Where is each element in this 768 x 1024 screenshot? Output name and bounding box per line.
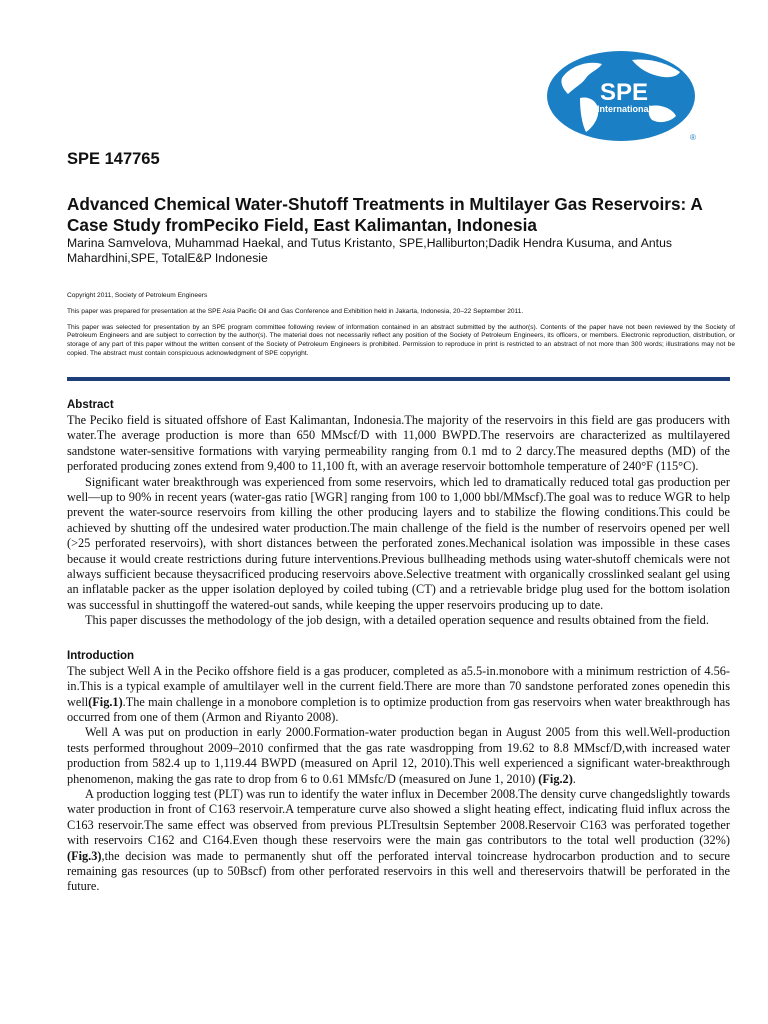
conference-line: This paper was prepared for presentation at the SPE Asia Pacific Oil and Gas Conference and Exhibition held in Jakarta, Indonesia, 20–22 September 2011. bbox=[67, 307, 524, 315]
intro-p3-text-b: ,the decision was made to permanently shut off the perforated interval toincrease hydrocarbon production and to secure remaining gas resources (up to 50Bscf) from other perforated reservoirs in this well and thereservoirs thatwill be perforated in the future. bbox=[67, 848, 730, 894]
intro-p2-text-b: . bbox=[572, 771, 576, 786]
introduction-paragraph-3 bbox=[67, 787, 730, 895]
paper-body bbox=[67, 398, 730, 895]
paper-title: Advanced Chemical Water-Shutoff Treatments in Multilayer Gas Reservoirs: A Case Study fromPeciko Field, East Kalimantan, Indonesia bbox=[67, 194, 703, 235]
figure-3-reference: (Fig.3) bbox=[67, 848, 102, 863]
introduction-section bbox=[67, 649, 730, 895]
section-gap bbox=[67, 629, 730, 649]
intro-p1-text-b: .The main challenge in a monobore completion is to optimize production from gas reservoirs when water breakthrough has occurred from one of them (Armon and Riyanto 2008). bbox=[67, 694, 730, 724]
abstract-heading: Abstract bbox=[67, 399, 114, 411]
intro-p3-text-a: A production logging test (PLT) was run to identify the water influx in December 2008.The density curve changedslightly towards water production in front of C163 reservoir.A temperature curve also showed a slight heating effect, indicating fluid influx across the C163 reservoir.The same effect was observed from previous PLTresultsin September 2008.Reservoir C163 was perforated together with reservoirs C162 and C164.Even though these reservoirs were the main gas contributors to the total well production (32%) bbox=[67, 786, 730, 848]
logo-international-text: International bbox=[596, 104, 652, 114]
introduction-paragraph-1 bbox=[67, 664, 730, 726]
logo-spe-text: SPE bbox=[599, 79, 649, 106]
introduction-paragraph-2 bbox=[67, 725, 730, 787]
registered-mark: ® bbox=[690, 133, 696, 142]
copyright-line: Copyright 2011, Society of Petroleum Engineers bbox=[67, 292, 208, 299]
disclaimer-paragraph: This paper was selected for presentation by an SPE program committee following review of information contained in an abstract submitted by the author(s). Contents of the paper have not been reviewed by the Society of Petroleum Engineers and are subject to correction by the author(s). The material does not necessarily reflect any position of the Society of Petroleum Engineers, its officers, or members. Electronic reproduction, distribution, or storage of any part of this paper without the written consent of the Society of Petroleum Engineers is prohibited. Permission to reproduce in print is restricted to an abstract of not more than 300 words; illustrations may not be copied. The abstract must contain conspicuous acknowledgment of SPE copyright. bbox=[67, 323, 735, 357]
paper-number: SPE 147765 bbox=[67, 150, 160, 168]
intro-p2-text-a: Well A was put on production in early 2000.Formation-water production began in August 2005 from this well.Well-production tests performed throughout 2009–2010 confirmed that the gas rate wasdropping from 19.62 to 8.8 MMscf/D,with increased water production from 582.4 up to 1,119.44 BWPD (measured on April 12, 2010).This well experienced a significant water-breakthrough phenomenon, making the gas rate to drop from 6 to 0.61 MMsfc/D (measured on June 1, 2010) bbox=[67, 725, 730, 786]
figure-2-reference: (Fig.2) bbox=[538, 771, 573, 786]
copyright-notice bbox=[67, 292, 735, 366]
introduction-heading: Introduction bbox=[67, 649, 135, 662]
intro-p1-text-a: The subject Well A in the Peciko offshore field is a gas producer, completed as a5.5-in.monobore with a minimum restriction of 4.56-in.This is a typical example of amultilayer well in the current field.There are more than 70 sandstone perforated zones openedin this well bbox=[67, 663, 730, 709]
header-divider bbox=[67, 377, 730, 381]
abstract-section bbox=[67, 398, 730, 629]
author-list: Marina Samvelova, Muhammad Haekal, and Tutus Kristanto, SPE,Halliburton;Dadik Hendra Kusuma, and Antus Mahardhini,SPE, TotalE&P Indonesie bbox=[67, 236, 672, 265]
abstract-paragraph-1: The Peciko field is situated offshore of East Kalimantan, Indonesia.The majority of the reservoirs in this field are gas producers with water.The average production is more than 650 MMscf/D with 11,000 BWPD.The reservoirs are characterized as multilayered sandstone water-sensitive formations with varying permeability ranging from 0.1 md to 2 darcy.The measured depths (MD) of the perforated producing zones extend from 9,400 to 11,100 ft, with an average reservoir bottomhole temperature of 240°F (115°C). bbox=[67, 413, 730, 474]
figure-1-reference: (Fig.1) bbox=[88, 694, 123, 709]
spe-international-logo bbox=[540, 48, 702, 144]
abstract-paragraph-2: Significant water breakthrough was experienced from some reservoirs, which led to dramatically reduced total gas production per well—up to 90% in recent years (water-gas ratio [WGR] ranging from 100 to 1,000 bbl/MMscf).The goal was to reduce WGR to help prevent the water-source reservoirs from killing the other producing layers and to stabilize the flowing conditions.This could be achieved by shutting off the undesired water production.The main challenge of the field is the number of reservoirs opened per well (>25 perforated reservoirs), with short distances between the perforated zones.Mechanical isolation was impossible in these cases because it would create restrictions during future interventions.Previous bullheading methods using water-shutoff chemicals were not always sufficient because theysacrificed producing reservoirs above.Selective treatment with organically crosslinked sealant gel using an inflatable packer as the upper isolation deployed by coiled tubing (CT) and a retrievable bridge plug used for the bottom isolation was successful in shuttingoff the watered-out sands, while keeping the upper reservoirs producing up to date. bbox=[67, 474, 730, 612]
abstract-paragraph-3: This paper discusses the methodology of the job design, with a detailed operation sequence and results obtained from the field. bbox=[85, 613, 709, 628]
